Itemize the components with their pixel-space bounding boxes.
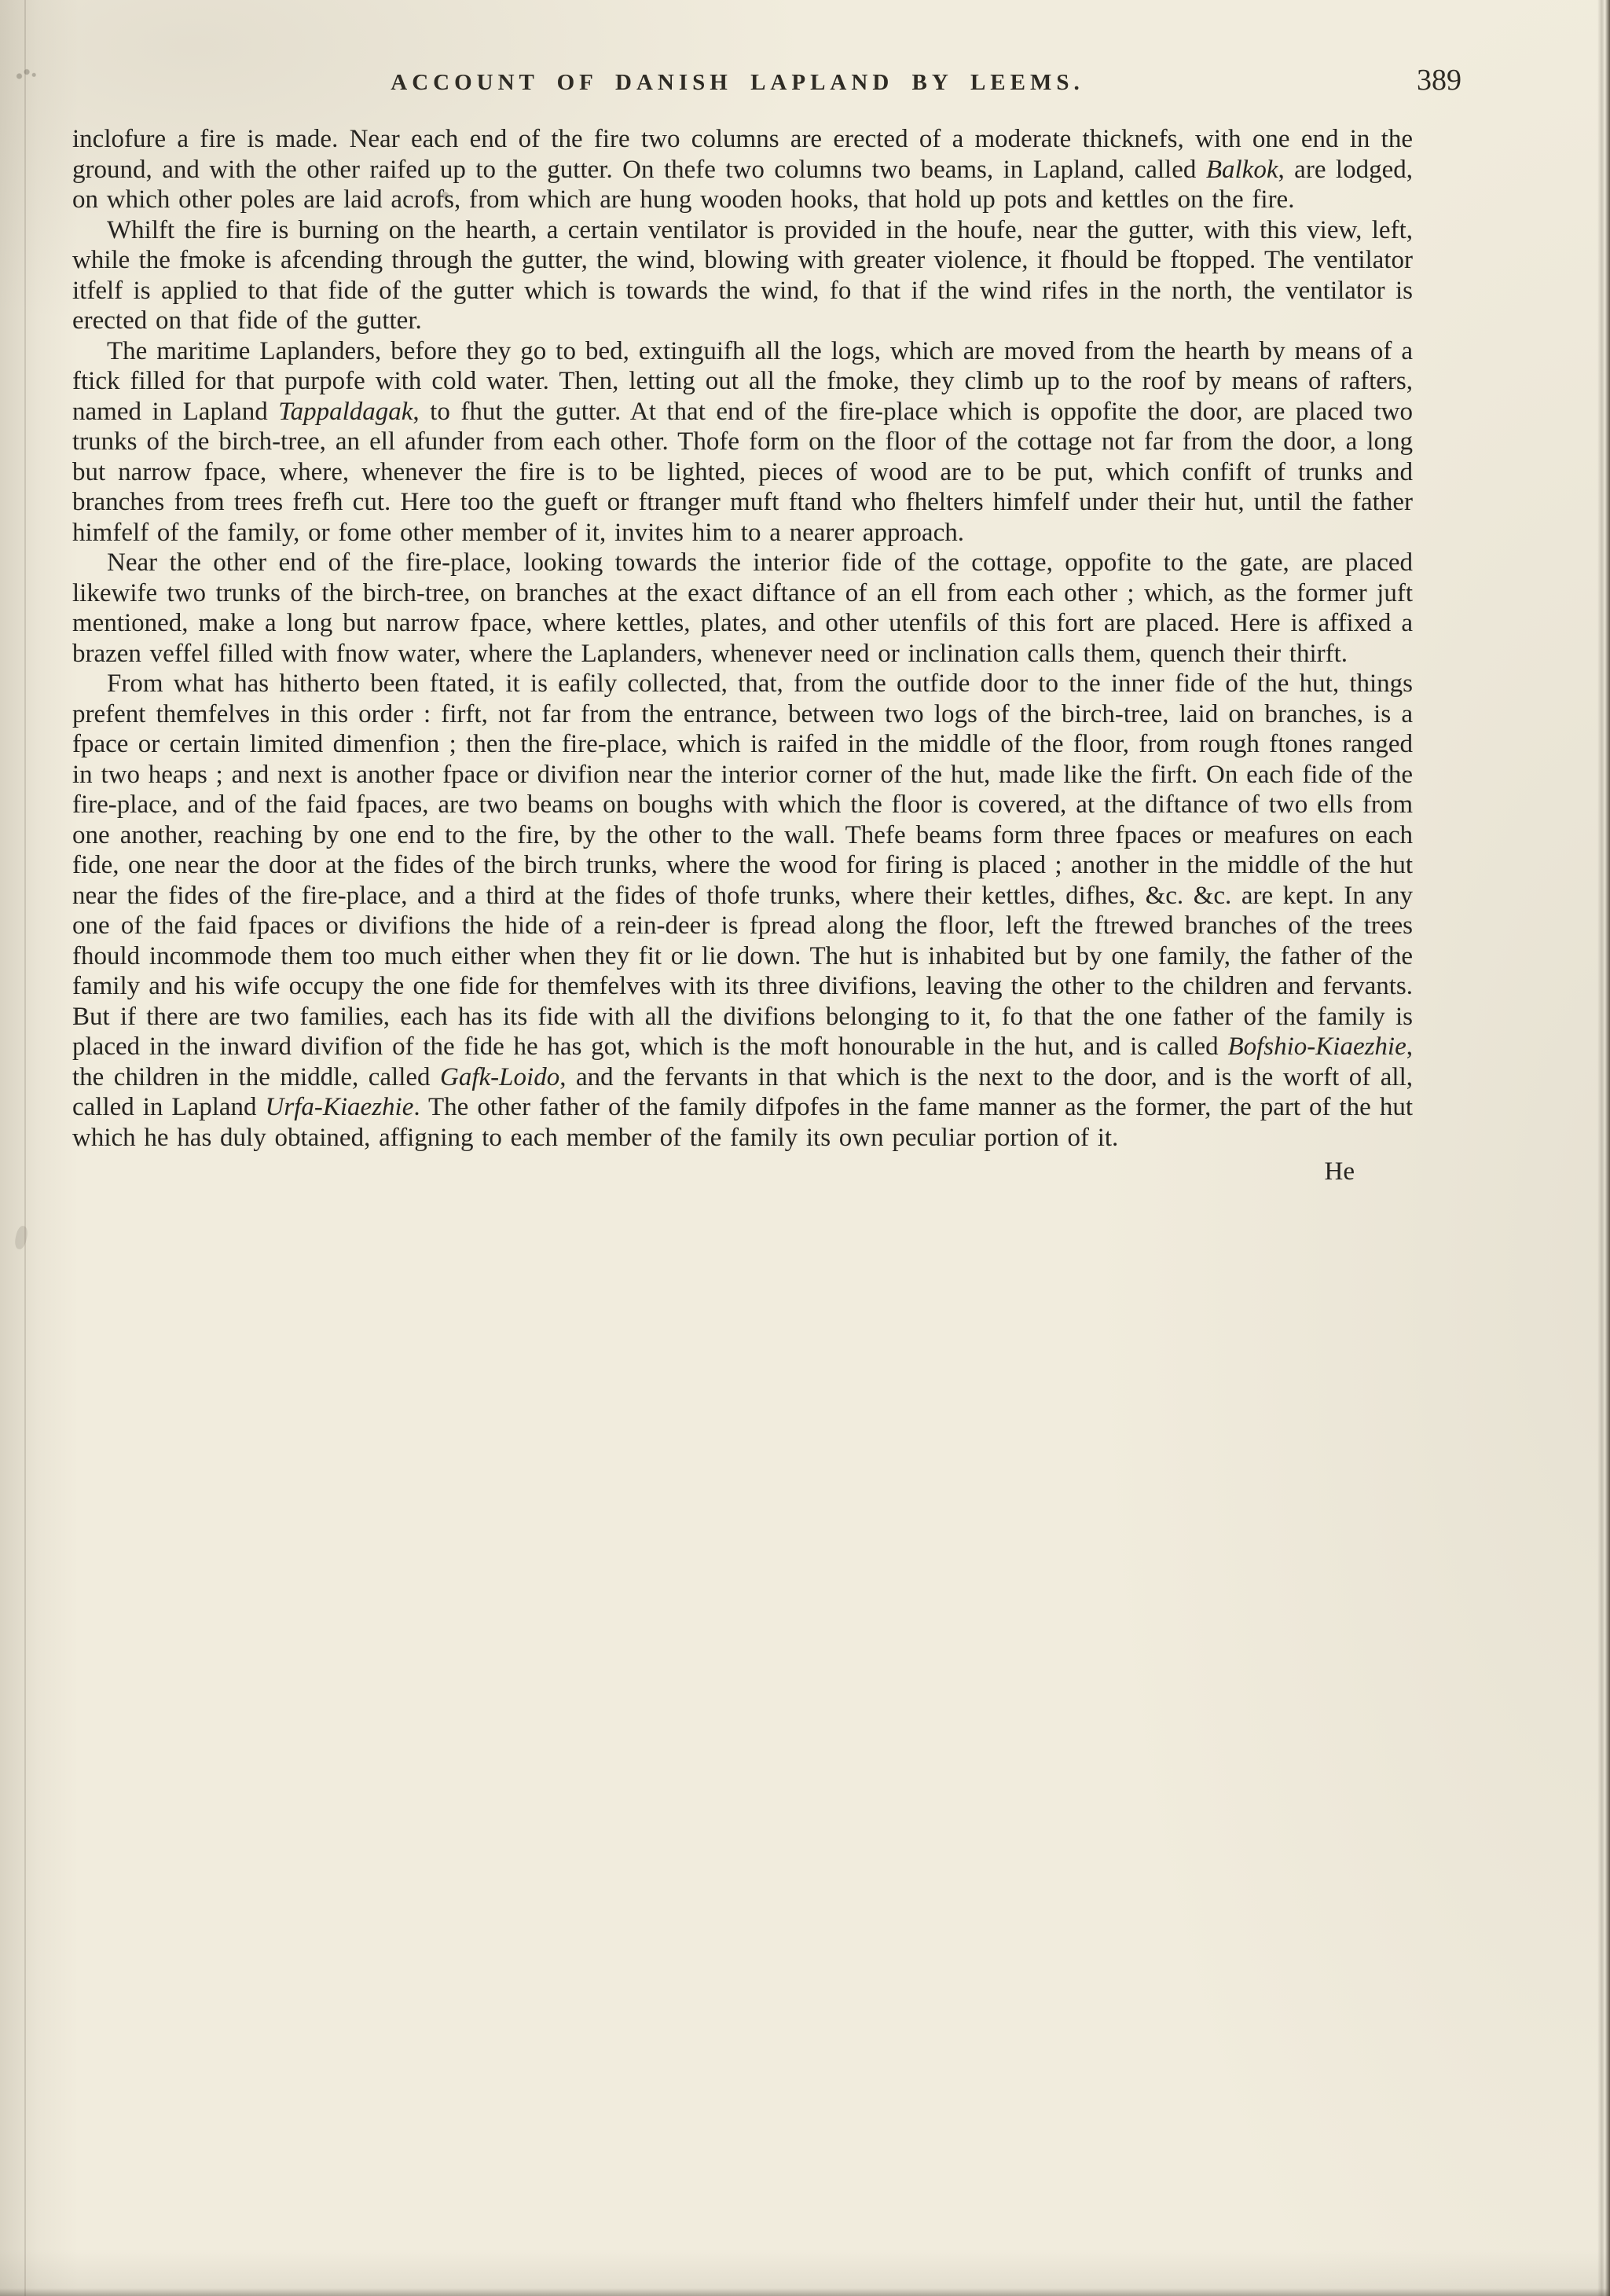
text-segment: From what has hitherto been ftated, it is eafily collected, that, from the outfide door to the inner fide of the hut, things prefent themfelves in this order : firft, not far from the entrance, between two logs of the birch-tree, laid on branches, is a fpace or certain limited dimenfion ; then the fire-place, which is raifed in the middle of the floor, from rough ftones ranged in two heaps ; and next is another fpace or divifion near the interior corner of the hut, made like the firft. On each fide of the fire-place, and of the faid fpaces, are two beams on boughs with which the floor is covered, at the diftance of two ells from one another, reaching by one end to the fire, by the other to the wall. Thefe beams form three fpaces or meafures on each fide, one near the door at the fides of the birch trunks, where the wood for firing is placed ; another in the middle of the hut near the fides of the fire-place, and a third at the fides of thofe trunks, where their kettles, difhes, &c. &c. are kept. In any one of the faid fpaces or divifions the hide of a rein-deer is fpread along the floor, left the ftrewed branches of the trees fhould incommode them too much either when they fit or lie down. The hut is inhabited but by one family, the father of the family and his wife occupy the one fide for themfelves with its three divifions, leaving the other to the children and fervants. But if there are two families, each has its fide with all the divifions belonging to it, fo that the one father of the family is placed in the inward divifion of the fide he has got, which is the moft honourable in the hut, and is called	[72, 669, 1413, 1061]
paragraph	[72, 336, 1413, 548]
paragraphs	[72, 124, 1413, 1153]
text-segment: , and the fervants in that which is the next to the door, and is the worft of all, called in Lapland	[72, 1062, 1413, 1121]
catchword-row	[72, 1157, 1413, 1187]
text-segment: , to fhut the gutter. At that end of the fire-place which is oppofite the door, are placed two trunks of the birch-tree, an ell afunder from each other. Thofe form on the floor of the cottage not far from the door, a long but narrow fpace, where, whenever the fire is to be lighted, pieces of wood are to be put, which confift of trunks and branches from trees frefh cut. Here too the gueft or ftranger muft ftand who fhelters himfelf under their hut, until the father himfelf of the family, or fome other member of it, invites him to a nearer approach.	[72, 397, 1413, 547]
text-segment: Whilft the fire is burning on the hearth, a certain ventilator is provided in the houfe, near the gutter, with this view, left, while the fmoke is afcending through the gutter, the wind, blowing with greater violence, it fhould be ftopped. The ventilator itfelf is applied to that fide of the gutter which is towards the wind, fo that if the wind rifes in the north, the ventilator is erected on that fide of the gutter.	[72, 215, 1413, 335]
text-segment: inclofure a fire is made. Near each end of the fire two columns are erected of a moderate thicknefs, with one end in the ground, and with the other raifed up to the gutter. On thefe two columns two beams, in Lapland, called	[72, 125, 1413, 184]
page-gutter-line	[24, 0, 26, 2296]
page-content	[72, 63, 1461, 1187]
catchword: He	[1324, 1157, 1355, 1186]
paragraph	[72, 669, 1413, 1153]
paragraph	[72, 548, 1413, 669]
scan-edge-right	[1597, 0, 1610, 2296]
page-number: 389	[1417, 64, 1461, 97]
italic-term: Tappaldagak	[278, 397, 413, 426]
italic-term: Gafk-Loido	[440, 1062, 560, 1091]
text-segment: , the children in the middle, called	[72, 1032, 1413, 1091]
running-title: ACCOUNT OF DANISH LAPLAND BY LEEMS.	[391, 70, 1084, 95]
text-segment: . The other father of the family difpofes in the fame manner as the former, the part of the hut which he has duly obtained, affigning to each member of the family its own peculiar portion of it.	[72, 1093, 1413, 1152]
text-segment: Near the other end of the fire-place, looking towards the interior fide of the cottage, oppofite to the gate, are placed likewife two trunks of the birch-tree, on branches at the exact diftance of an ell from each other ; which, as the former juft mentioned, make a long but narrow fpace, where kettles, plates, and other utenfils of this fort are placed. Here is affixed a brazen veffel filled with fnow water, where the Laplanders, whenever need or inclination calls them, quench their thirft.	[72, 548, 1413, 668]
scan-edge-bottom	[0, 2288, 1610, 2296]
italic-term: Urfa-Kiaezhie	[265, 1093, 414, 1121]
paragraph	[72, 124, 1413, 215]
text-segment: The maritime Laplanders, before they go to bed, extinguifh all the logs, which are moved from the hearth by means of a ftick filled for that purpofe with cold water. Then, letting out all the fmoke, they climb up to the roof by means of rafters, named in Lapland	[72, 336, 1413, 426]
page-header	[72, 63, 1461, 97]
scan-blemish	[13, 1225, 29, 1250]
text-segment: , are lodged, on which other poles are laid acrofs, from which are hung wooden hooks, that hold up pots and kettles on the fire.	[72, 155, 1413, 214]
italic-term: Bofshio-Kiaezhie	[1227, 1032, 1406, 1061]
italic-term: Balkok	[1205, 155, 1278, 184]
paragraph	[72, 215, 1413, 336]
